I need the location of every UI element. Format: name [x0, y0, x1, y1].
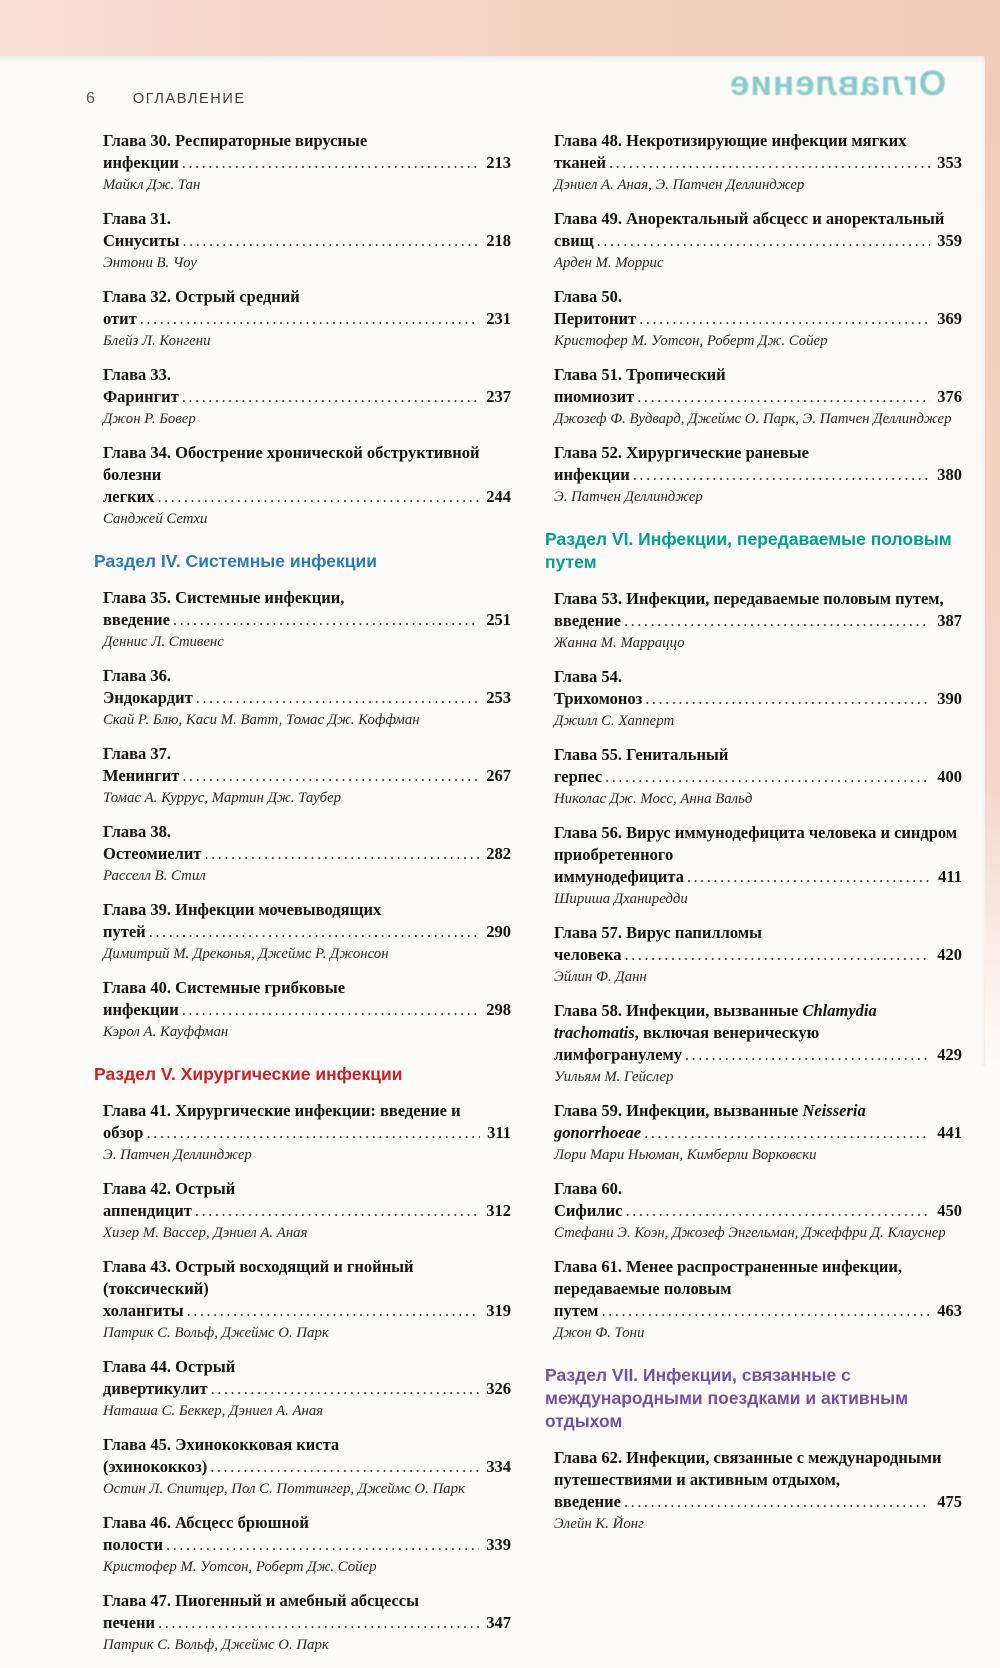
chapter-page-number: 282 [479, 843, 511, 865]
toc-entry-line [554, 286, 962, 330]
toc-entry [545, 286, 962, 351]
toc-entry-line [103, 1590, 511, 1634]
toc-entry-line [554, 822, 962, 888]
chapter-page-number: 387 [930, 610, 962, 632]
section-heading: Раздел V. Хирургические инфекции [94, 1064, 403, 1084]
chapter-page-number: 353 [930, 152, 962, 174]
chapter-authors: Патрик С. Вольф, Джеймс О. Парк [103, 1637, 329, 1653]
chapter-title: Глава 45. Эхинококковая киста (эхинококкоз) ..... [103, 1435, 511, 1476]
chapter-title: Глава 39. Инфекции мочевыводящих путей ..... [103, 900, 511, 941]
chapter-authors: Расселл В. Стил [103, 868, 206, 884]
running-header-title: ОГЛАВЛЕНИЕ [132, 91, 246, 107]
chapter-title: Глава 50. Перитонит ..... [554, 287, 962, 328]
toc-entry-line [554, 364, 962, 408]
toc-entry [545, 666, 962, 731]
chapter-title: Глава 55. Генитальный герпес ..... [554, 745, 962, 786]
toc-entry [94, 1178, 511, 1243]
toc-entry [545, 130, 962, 195]
toc-entry [545, 208, 962, 273]
chapter-page-number: 450 [930, 1200, 962, 1222]
chapter-title: Глава 35. Системные инфекции, введение ..... [103, 588, 511, 629]
toc-entry-line [103, 130, 511, 174]
page-header [86, 90, 246, 108]
toc-entry-line [554, 442, 962, 486]
chapter-page-number: 411 [931, 866, 962, 888]
chapter-page-number: 253 [479, 687, 511, 709]
chapter-page-number: 251 [479, 609, 511, 631]
toc-entry-line [554, 1447, 962, 1513]
chapter-authors: Блейз Л. Конгени [103, 333, 211, 349]
toc-entry [545, 922, 962, 987]
chapter-authors: Элейн К. Йонг [554, 1516, 644, 1532]
chapter-page-number: 369 [930, 308, 962, 330]
chapter-page-number: 380 [930, 464, 962, 486]
bleed-through-title: Оглавление [728, 64, 946, 103]
toc-entry [545, 1256, 962, 1343]
chapter-title: Глава 40. Системные грибковые инфекции ..... [103, 978, 511, 1019]
toc-entry-line [554, 208, 962, 252]
chapter-title [554, 1001, 962, 1064]
chapter-title: Глава 53. Инфекции, передаваемые половым путем, введение ..... [554, 589, 962, 630]
chapter-page-number: 298 [479, 999, 511, 1021]
species-name-italic: Neisseria gonorrhoeae [554, 1101, 866, 1142]
chapter-authors: Деннис Л. Стивенс [103, 634, 224, 650]
chapter-authors: Патрик С. Вольф, Джеймс О. Парк [103, 1325, 329, 1341]
chapter-authors: Остин Л. Спитцер, Пол С. Поттингер, Джеймс О. Парк [103, 1481, 465, 1497]
adjacent-page-edge-right [985, 56, 1000, 1066]
chapter-authors: Кристофер М. Уотсон, Роберт Дж. Сойер [103, 1559, 377, 1575]
section-heading: Раздел IV. Системные инфекции [94, 551, 377, 571]
toc-columns [94, 130, 962, 1668]
chapter-authors: Стефани Э. Коэн, Джозеф Энгельман, Джеффри Д. Клауснер [554, 1225, 946, 1241]
chapter-title: Глава 44. Острый дивертикулит ..... [103, 1357, 511, 1398]
chapter-authors: Джозеф Ф. Вудвард, Джеймс О. Парк, Э. Патчен Деллинджер [554, 411, 952, 427]
adjacent-page-edge-top [0, 0, 1000, 56]
toc-entry-line [103, 1512, 511, 1556]
chapter-page-number: 463 [930, 1300, 962, 1322]
chapter-title: Глава 51. Тропический пиомиозит ..... [554, 365, 962, 406]
toc-entry [94, 364, 511, 429]
chapter-authors: Жанна М. Марраццо [554, 635, 685, 651]
toc-entry [94, 1356, 511, 1421]
toc-entry-line [103, 1434, 511, 1478]
toc-entry-line [103, 1256, 511, 1322]
toc-entry-line [103, 1178, 511, 1222]
toc-entry [94, 1100, 511, 1165]
toc-entry-line [554, 1100, 962, 1144]
toc-entry-line [103, 442, 511, 508]
toc-entry [545, 588, 962, 653]
toc-entry-line [554, 922, 962, 966]
chapter-authors: Санджей Сетхи [103, 511, 208, 527]
chapter-page-number: 267 [479, 765, 511, 787]
chapter-authors: Томас А. Куррус, Мартин Дж. Таубер [103, 790, 342, 806]
chapter-page-number: 213 [479, 152, 511, 174]
title-text: Глава 58. Инфекции, вызванные [554, 1001, 803, 1020]
toc-entry [545, 822, 962, 909]
chapter-page-number: 319 [479, 1300, 511, 1322]
toc-entry [94, 1256, 511, 1343]
toc-entry-line [554, 1178, 962, 1222]
toc-entry-line [103, 587, 511, 631]
toc-column-left [94, 130, 511, 1668]
toc-entry [94, 286, 511, 351]
chapter-title: Глава 37. Менингит ..... [103, 744, 511, 785]
chapter-authors: Джон Ф. Тони [554, 1325, 645, 1341]
toc-entry-line [103, 899, 511, 943]
chapter-authors: Скай Р. Блю, Каси М. Ватт, Томас Дж. Коффман [103, 712, 420, 728]
toc-entry [545, 364, 962, 429]
chapter-title: Глава 47. Пиогенный и амебный абсцессы печени ..... [103, 1591, 511, 1632]
chapter-title: Глава 34. Обострение хронической обструктивной болезни легких ..... [103, 443, 511, 506]
chapter-page-number: 312 [479, 1200, 511, 1222]
chapter-title: Глава 61. Менее распространенные инфекции, передаваемые половым путем ..... [554, 1257, 962, 1320]
chapter-authors: Николас Дж. Мосс, Анна Вальд [554, 791, 753, 807]
chapter-page-number: 359 [930, 230, 962, 252]
chapter-page-number: 390 [930, 688, 962, 710]
toc-entry-line [103, 977, 511, 1021]
chapter-page-number: 326 [479, 1378, 511, 1400]
chapter-page-number: 420 [930, 944, 962, 966]
chapter-page-number: 290 [479, 921, 511, 943]
toc-entry [545, 442, 962, 507]
chapter-page-number: 429 [930, 1044, 962, 1066]
chapter-authors: Джилл С. Хапперт [554, 713, 675, 729]
chapter-page-number: 475 [930, 1491, 962, 1513]
chapter-title: Глава 48. Некротизирующие инфекции мягких тканей ..... [554, 131, 962, 172]
toc-entry [94, 1512, 511, 1577]
toc-entry [545, 1100, 962, 1165]
chapter-authors: Наташа С. Беккер, Дэниел А. Аная [103, 1403, 324, 1419]
toc-entry-line [554, 744, 962, 788]
chapter-title: Глава 31. Синуситы ..... [103, 209, 511, 250]
toc-entry [94, 1590, 511, 1655]
chapter-authors: Хизер М. Вассер, Дэниел А. Аная [103, 1225, 308, 1241]
chapter-page-number: 376 [930, 386, 962, 408]
toc-entry-line [103, 1356, 511, 1400]
chapter-page-number: 218 [479, 230, 511, 252]
chapter-authors: Кэрол А. Кауффман [103, 1024, 229, 1040]
toc-entry-line [103, 743, 511, 787]
chapter-authors: Уильям М. Гейслер [554, 1069, 674, 1085]
toc-entry [94, 821, 511, 886]
toc-entry [545, 1447, 962, 1534]
chapter-title: Глава 62. Инфекции, связанные с международными путешествиями и активным отдыхом, введение ..... [554, 1448, 962, 1511]
toc-entry-line [103, 208, 511, 252]
chapter-title: Глава 52. Хирургические раневые инфекции ..... [554, 443, 962, 484]
title-text: Глава 59. Инфекции, вызванные [554, 1101, 803, 1120]
chapter-authors: Арден М. Моррис [554, 255, 664, 271]
chapter-title: Глава 56. Вирус иммунодефицита человека и синдром приобретенного иммунодефицита ..... [554, 823, 962, 886]
chapter-authors: Дэниел А. Аная, Э. Патчен Деллинджер [554, 177, 805, 193]
chapter-authors: Джон Р. Бовер [103, 411, 196, 427]
chapter-authors: Эйлин Ф. Данн [554, 969, 647, 985]
chapter-authors: Димитрий М. Дреконья, Джеймс Р. Джонсон [103, 946, 389, 962]
toc-entry-line [103, 665, 511, 709]
toc-entry [94, 977, 511, 1042]
chapter-page-number: 347 [479, 1612, 511, 1634]
species-name-italic: Chlamydia trachomatis [554, 1001, 877, 1042]
toc-entry [94, 665, 511, 730]
toc-entry [94, 130, 511, 195]
toc-entry [94, 743, 511, 808]
toc-entry-line [554, 666, 962, 710]
toc-entry [94, 208, 511, 273]
chapter-authors: Кристофер М. Уотсон, Роберт Дж. Сойер [554, 333, 828, 349]
page-number: 6 [86, 90, 95, 107]
chapter-authors: Шириша Дханиредди [554, 891, 688, 907]
chapter-authors: Э. Патчен Деллинджер [554, 489, 703, 505]
toc-entry [545, 1000, 962, 1087]
chapter-authors: Лори Мари Ньюман, Кимберли Ворковски [554, 1147, 817, 1163]
toc-entry-line [103, 1100, 511, 1144]
toc-column-right [545, 130, 962, 1668]
section-heading: Раздел VI. Инфекции, передаваемые половым путем [545, 529, 952, 572]
chapter-title: Глава 42. Острый аппендицит ..... [103, 1179, 511, 1220]
chapter-page-number: 400 [930, 766, 962, 788]
chapter-page-number: 339 [479, 1534, 511, 1556]
chapter-title: Глава 49. Аноректальный абсцесс и аноректальный свищ ..... [554, 209, 962, 250]
chapter-title [554, 1101, 962, 1142]
chapter-title: Глава 41. Хирургические инфекции: введение и обзор ..... [103, 1101, 511, 1142]
chapter-title: Глава 33. Фарингит ..... [103, 365, 511, 406]
chapter-title: Глава 32. Острый средний отит ..... [103, 287, 511, 328]
toc-entry-line [103, 286, 511, 330]
chapter-page-number: 244 [479, 486, 511, 508]
chapter-title: Глава 38. Остеомиелит ..... [103, 822, 511, 863]
toc-entry [94, 1434, 511, 1499]
chapter-authors: Э. Патчен Деллинджер [103, 1147, 252, 1163]
chapter-page-number: 334 [479, 1456, 511, 1478]
toc-entry-line [103, 364, 511, 408]
chapter-authors: Энтони В. Чоу [103, 255, 197, 271]
toc-entry [545, 744, 962, 809]
chapter-page-number: 311 [480, 1122, 511, 1144]
chapter-page-number: 231 [479, 308, 511, 330]
chapter-page-number: 237 [479, 386, 511, 408]
chapter-title: Глава 54. Трихомоноз ..... [554, 667, 962, 708]
chapter-authors: Майкл Дж. Тан [103, 177, 201, 193]
toc-entry [545, 1178, 962, 1243]
chapter-title: Глава 46. Абсцесс брюшной полости ..... [103, 1513, 511, 1554]
chapter-title: Глава 36. Эндокардит ..... [103, 666, 511, 707]
toc-entry-line [554, 1000, 962, 1066]
chapter-title: Глава 43. Острый восходящий и гнойный (токсический) холангиты ..... [103, 1257, 511, 1320]
toc-entry [94, 442, 511, 529]
toc-entry-line [554, 130, 962, 174]
toc-entry-line [554, 588, 962, 632]
toc-entry-line [103, 821, 511, 865]
toc-entry [94, 587, 511, 652]
chapter-title: Глава 57. Вирус папилломы человека ..... [554, 923, 962, 964]
toc-entry-line [554, 1256, 962, 1322]
section-heading: Раздел VII. Инфекции, связанные с международными поездками и активным отдыхом [545, 1365, 909, 1431]
chapter-title: Глава 30. Респираторные вирусные инфекции ..... [103, 131, 511, 172]
toc-entry [94, 899, 511, 964]
chapter-page-number: 441 [930, 1122, 962, 1144]
title-text: , включая венерическую лимфогранулему [554, 1023, 820, 1064]
chapter-title: Глава 60. Сифилис ..... [554, 1179, 962, 1220]
